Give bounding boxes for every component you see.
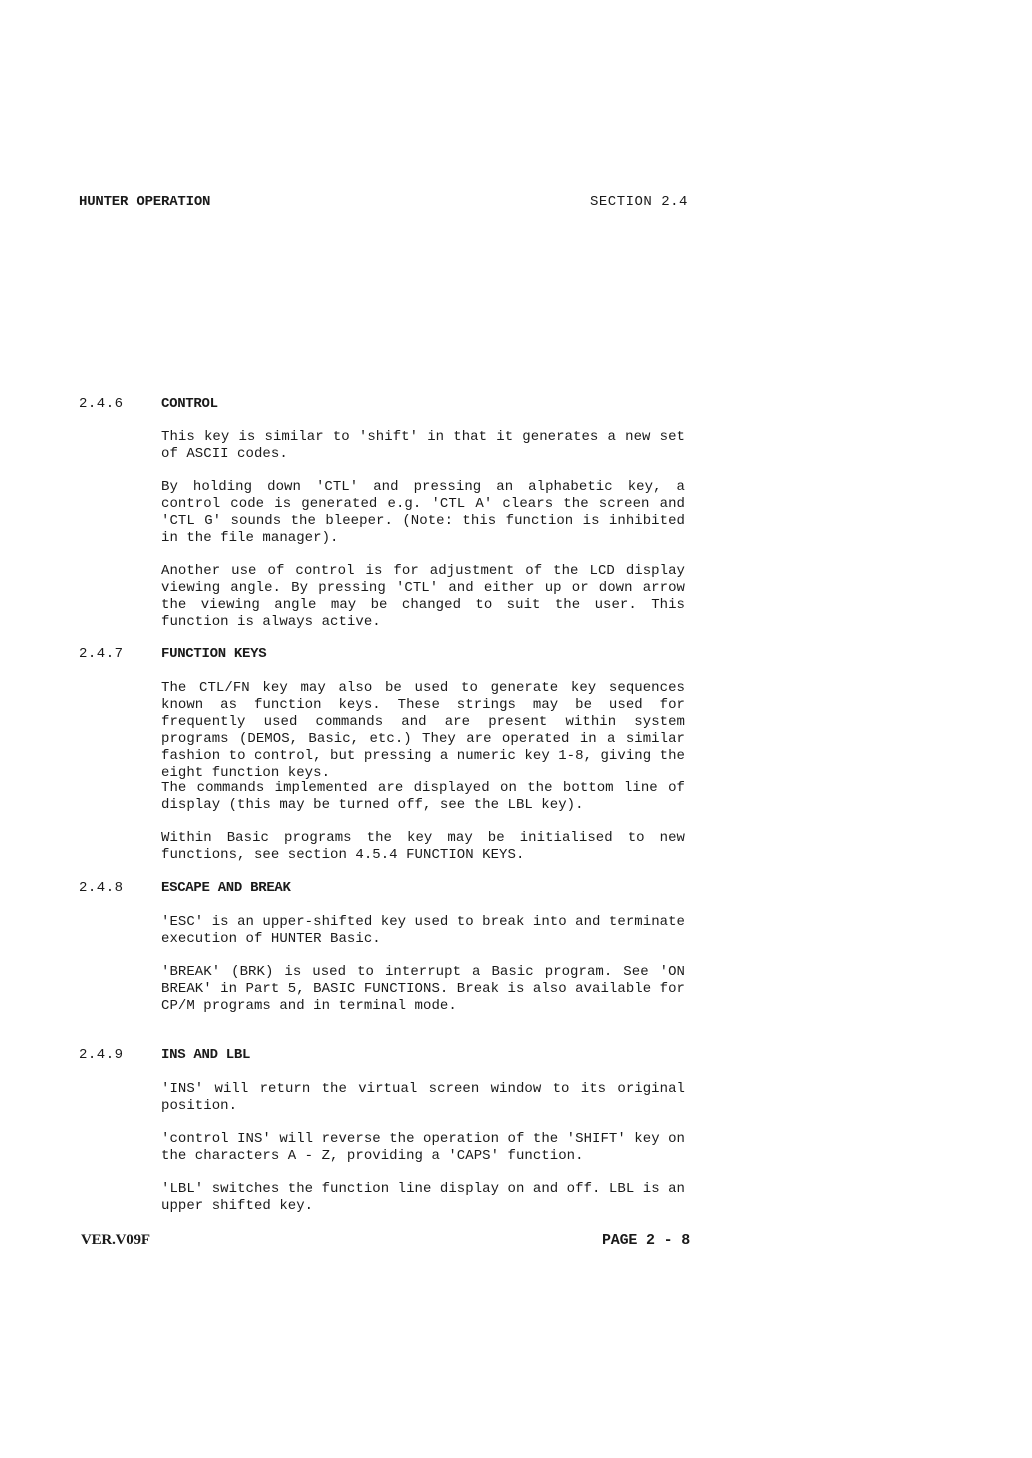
paragraph: 'control INS' will reverse the operation of the 'SHIFT' key on the characters A - Z, providing a 'CAPS' function. [161,1131,685,1164]
paragraph: 'INS' will return the virtual screen window to its original position. [161,1081,685,1114]
section-number: 2.4.6 [79,396,124,412]
section-title: INS AND LBL [161,1047,251,1063]
paragraph: The commands implemented are displayed on the bottom line of display (this may be turned off, see the LBL key). [161,780,685,813]
running-header-right: SECTION 2.4 [590,194,688,210]
paragraph: This key is similar to 'shift' in that it generates a new set of ASCII codes. [161,429,685,462]
section-title: ESCAPE AND BREAK [161,880,291,896]
paragraph: By holding down 'CTL' and pressing an alphabetic key, a control code is generated e.g. 'CTL A' clears the screen and 'CTL G' sounds the bleeper. (Note: this function is inhibited in the file manager). [161,479,685,546]
paragraph: The CTL/FN key may also be used to generate key sequences known as function keys. These strings may be used for frequently used commands and are present within system programs (DEMOS, Basic, etc.) They are operated in a similar fashion to control, but pressing a numeric key 1-8, giving the eight function keys. [161,680,685,781]
section-number: 2.4.7 [79,646,124,662]
version-label: VER.V09F [81,1232,150,1248]
section-title: CONTROL [161,396,218,412]
running-header-left: HUNTER OPERATION [79,194,211,210]
paragraph: 'ESC' is an upper-shifted key used to break into and terminate execution of HUNTER Basic. [161,914,685,947]
paragraph: 'LBL' switches the function line display on and off. LBL is an upper shifted key. [161,1181,685,1214]
section-number: 2.4.8 [79,880,124,896]
paragraph: Within Basic programs the key may be initialised to new functions, see section 4.5.4 FUNCTION KEYS. [161,830,685,863]
paragraph: Another use of control is for adjustment of the LCD display viewing angle. By pressing 'CTL' and either up or down arrow the viewing angle may be changed to suit the user. This function is always active. [161,563,685,630]
section-number: 2.4.9 [79,1047,124,1063]
page-number: PAGE 2 - 8 [602,1232,691,1249]
section-title: FUNCTION KEYS [161,646,267,662]
paragraph: 'BREAK' (BRK) is used to interrupt a Basic program. See 'ON BREAK' in Part 5, BASIC FUNCTIONS. Break is also available for CP/M programs and in terminal mode. [161,964,685,1014]
